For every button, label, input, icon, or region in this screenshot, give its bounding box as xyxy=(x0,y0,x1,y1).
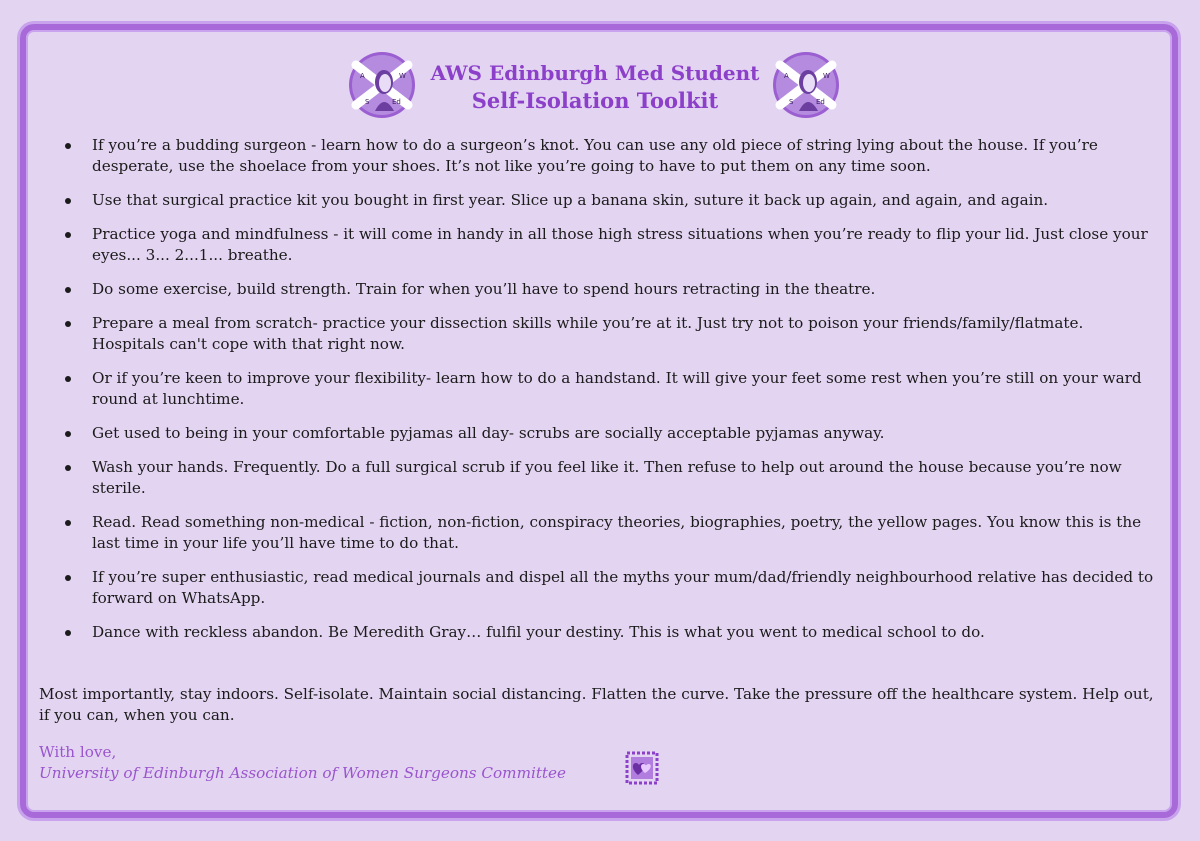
tip-item: Use that surgical practice kit you bought in first year. Slice up a banana skin, suture it back up again, and again, and again. xyxy=(30,190,1160,211)
tips-list xyxy=(30,135,1160,656)
toolkit-page xyxy=(30,38,1170,808)
signoff xyxy=(39,742,566,784)
page-title xyxy=(410,60,780,114)
logo-letter: A xyxy=(360,72,365,80)
logo-letter: A xyxy=(784,72,789,80)
tip-item: Get used to being in your comfortable pyjamas all day- scrubs are socially acceptable pyjamas anyway. xyxy=(30,423,1160,444)
tip-item: Prepare a meal from scratch- practice your dissection skills while you’re at it. Just try not to poison your friends/family/flatmate. Hospitals can't cope with that right now. xyxy=(30,313,1160,355)
tip-item: Practice yoga and mindfulness - it will come in handy in all those high stress situations when you’re ready to flip your lid. Just close your eyes... 3... 2...1... breathe. xyxy=(30,224,1160,266)
tip-item: Read. Read something non-medical - fiction, non-fiction, conspiracy theories, biographies, poetry, the yellow pages. You know this is the last time in your life you’ll have time to do that. xyxy=(30,512,1160,554)
aws-logo-right-icon xyxy=(772,51,840,119)
title-line-1: AWS Edinburgh Med Student xyxy=(430,61,760,85)
tip-item: If you’re super enthusiastic, read medical journals and dispel all the myths your mum/dad/friendly neighbourhood relative has decided to forward on WhatsApp. xyxy=(30,567,1160,609)
hearts-stamp-icon xyxy=(625,751,659,785)
signoff-organisation: University of Edinburgh Association of Women Surgeons Committee xyxy=(39,764,567,782)
closing-paragraph: Most importantly, stay indoors. Self-isolate. Maintain social distancing. Flatten the curve. Take the pressure off the healthcare system. Help out, if you can, when you can. xyxy=(39,685,1154,724)
title-line-2: Self-Isolation Toolkit xyxy=(471,88,719,113)
aws-logo-left-icon xyxy=(348,51,416,119)
signoff-greeting: With love, xyxy=(39,743,117,761)
logo-letter: S xyxy=(789,98,794,106)
logo-letter: W xyxy=(399,72,406,80)
tip-item: Dance with reckless abandon. Be Meredith Gray… fulfil your destiny. This is what you went to medical school to do. xyxy=(30,622,1160,643)
logo-letter: Ed xyxy=(392,98,401,106)
header xyxy=(30,38,1170,124)
logo-letter: W xyxy=(823,72,830,80)
tip-item: Do some exercise, build strength. Train for when you’ll have to spend hours retracting in the theatre. xyxy=(30,279,1160,300)
tip-item: Or if you’re keen to improve your flexibility- learn how to do a handstand. It will give your feet some rest when you’re still on your ward round at lunchtime. xyxy=(30,368,1160,410)
tip-item: If you’re a budding surgeon - learn how to do a surgeon’s knot. You can use any old piece of string lying about the house. If you’re desperate, use the shoelace from your shoes. It’s not like you’re going to have to put them on any time soon. xyxy=(30,135,1160,177)
logo-letter: S xyxy=(365,98,370,106)
logo-letter: Ed xyxy=(816,98,825,106)
tip-item: Wash your hands. Frequently. Do a full surgical scrub if you feel like it. Then refuse to help out around the house because you’re now sterile. xyxy=(30,457,1160,499)
